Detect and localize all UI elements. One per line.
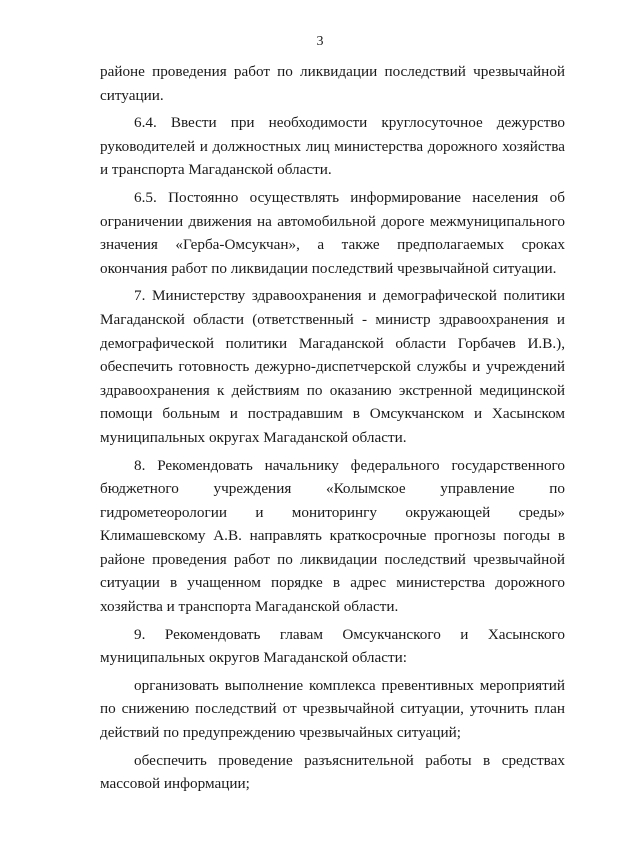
paragraph-9-item-1: организовать выполнение комплекса превентивных мероприятий по снижению последствий от чрезвычайной ситуации, уточнить план действий по предупреждению чрезвычайных ситуаций; — [100, 676, 565, 742]
paragraph-9-item-2: обеспечить проведение разъяснительной работы в средствах массовой информации; — [100, 751, 565, 793]
paragraph-8: 8. Рекомендовать начальнику федерального государственного бюджетного учреждения «Колымское управление по гидрометеорологии и мониторингу окружающей среды» Климашевскому А.В. направлять краткосрочные прогнозы погоды в районе проведения работ по ликвидации последствий чрезвычайной ситуации в учащенном порядке в адрес министерства дорожного хозяйства и транспорта Магаданской области. — [100, 456, 565, 616]
paragraph-continuation: районе проведения работ по ликвидации последствий чрезвычайной ситуации. — [100, 63, 565, 104]
page-number: 3 — [316, 34, 324, 49]
paragraph-6-4: 6.4. Ввести при необходимости круглосуточное дежурство руководителей и должностных лиц министерства дорожного хозяйства и транспорта Магаданской области. — [100, 114, 565, 179]
document-body — [100, 60, 565, 796]
paragraph-9: 9. Рекомендовать главам Омсукчанского и Хасынского муниципальных округов Магаданской области: — [100, 625, 565, 667]
paragraph-7: 7. Министерству здравоохранения и демографической политики Магаданской области (ответственный - министр здравоохранения и демографической политики Магаданской области Горбачев И.В.), обеспечить готовность дежурно-диспетчерской службы и учреждений здравоохранения к действиям по оказанию экстренной медицинской помощи больным и пострадавшим в Омсукчанском и Хасынском муниципальных округах Магаданской области. — [100, 287, 565, 446]
paragraph-6-5: 6.5. Постоянно осуществлять информирование населения об ограничении движения на автомобильной дороге межмуниципального значения «Герба-Омсукчан», а также предполагаемых сроках окончания работ по ликвидации последствий чрезвычайной ситуации. — [100, 188, 565, 277]
